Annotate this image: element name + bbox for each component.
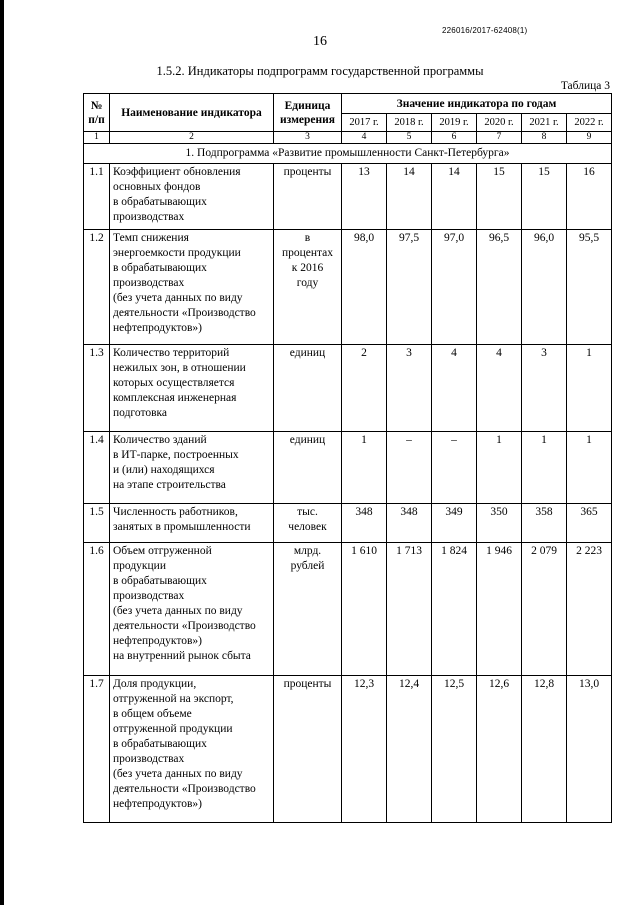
- header-year: 2021 г.: [522, 114, 567, 132]
- row-unit: проценты: [283, 678, 332, 690]
- row-value: 2 223: [576, 545, 602, 557]
- row-value: 15: [538, 166, 550, 178]
- row-name: Объем отгруженной продукции в обрабатывающих производствах (без учета данных по виду деятельности «Производство нефтепродуктов») на внутренний рынок сбыта: [113, 545, 256, 662]
- column-number: 4: [342, 132, 387, 144]
- row-num: 1.6: [84, 543, 110, 676]
- row-num: 1.7: [84, 676, 110, 823]
- row-value: 97,0: [443, 232, 465, 244]
- row-value: 12,8: [533, 678, 555, 690]
- row-value: 3: [541, 347, 547, 359]
- row-value: 14: [403, 166, 415, 178]
- indicators-table: [83, 93, 612, 823]
- row-unit: тыс. человек: [288, 506, 327, 533]
- header-year: 2022 г.: [567, 114, 612, 132]
- table-row: [84, 676, 612, 823]
- table-row: [84, 504, 612, 543]
- row-value: 1: [541, 434, 547, 446]
- row-unit: единиц: [289, 347, 326, 359]
- table-row: [84, 164, 612, 230]
- column-number: 1: [84, 132, 110, 144]
- row-value: 1 824: [441, 545, 467, 557]
- row-name: Темп снижения энергоемкости продукции в обрабатывающих производствах (без учета данных по виду деятельности «Производство нефтепродуктов»): [113, 232, 256, 334]
- row-num: 1.4: [84, 432, 110, 504]
- table-row: [84, 230, 612, 345]
- row-unit: единиц: [289, 434, 326, 446]
- column-number: 8: [522, 132, 567, 144]
- header-num: № п/п: [84, 94, 110, 132]
- row-value: 1: [586, 434, 592, 446]
- section-heading: 1.5.2. Индикаторы подпрограмм государственной программы: [156, 64, 484, 78]
- column-number: 6: [432, 132, 477, 144]
- column-number: 3: [274, 132, 342, 144]
- row-unit: млрд. рублей: [290, 545, 325, 572]
- row-value: 4: [451, 347, 457, 359]
- row-value: 349: [445, 506, 463, 518]
- row-num: 1.1: [84, 164, 110, 230]
- row-value: 14: [448, 166, 460, 178]
- row-value: 365: [580, 506, 598, 518]
- row-name: Доля продукции, отгруженной на экспорт, в общем объеме отгруженной продукции в обрабатывающих производствах (без учета данных по виду деятельности «Производство нефтепродуктов»): [113, 678, 256, 810]
- row-value: 348: [355, 506, 373, 518]
- header-year: 2017 г.: [342, 114, 387, 132]
- row-unit: проценты: [283, 166, 332, 178]
- column-number: 2: [110, 132, 274, 144]
- column-number: 7: [477, 132, 522, 144]
- row-value: 1: [586, 347, 592, 359]
- table-row: [84, 543, 612, 676]
- row-value: 12,5: [443, 678, 465, 690]
- row-value: 13,0: [578, 678, 600, 690]
- scan-edge: [0, 0, 4, 905]
- table-row: [84, 432, 612, 504]
- section-row: 1. Подпрограмма «Развитие промышленности Санкт-Петербурга»: [84, 144, 612, 164]
- row-name: Количество территорий нежилых зон, в отношении которых осуществляется комплексная инженерная подготовка: [113, 347, 246, 419]
- row-value: 1 946: [486, 545, 512, 557]
- row-value: 96,5: [488, 232, 510, 244]
- row-value: 13: [358, 166, 370, 178]
- row-unit: в процентах к 2016 году: [281, 232, 334, 289]
- row-name: Количество зданий в ИТ-парке, построенных и (или) находящихся на этапе строительства: [113, 434, 239, 491]
- row-value: 2 079: [531, 545, 557, 557]
- header-name: Наименование индикатора: [110, 94, 274, 132]
- row-value: 16: [583, 166, 595, 178]
- row-value: 1 713: [396, 545, 422, 557]
- page-number: 16: [313, 34, 327, 49]
- document-id: 226016/2017-62408(1): [442, 26, 528, 35]
- row-name: Коэффициент обновления основных фондов в обрабатывающих производствах: [113, 166, 241, 223]
- row-value: 350: [490, 506, 508, 518]
- row-value: 97,5: [398, 232, 420, 244]
- table-label: Таблица 3: [560, 80, 610, 92]
- row-value: 358: [535, 506, 553, 518]
- row-name: Численность работников, занятых в промышленности: [113, 506, 251, 533]
- row-value: 1 610: [351, 545, 377, 557]
- row-value: –: [406, 434, 412, 446]
- header-year: 2019 г.: [432, 114, 477, 132]
- row-value: 98,0: [353, 232, 375, 244]
- row-num: 1.3: [84, 345, 110, 432]
- row-value: 15: [493, 166, 505, 178]
- row-value: 12,3: [353, 678, 375, 690]
- column-number: 5: [387, 132, 432, 144]
- row-value: 95,5: [578, 232, 600, 244]
- row-value: 12,4: [398, 678, 420, 690]
- header-values-group: Значение индикатора по годам: [342, 94, 612, 114]
- row-value: 3: [406, 347, 412, 359]
- row-value: 348: [400, 506, 418, 518]
- row-value: 2: [361, 347, 367, 359]
- header-year: 2020 г.: [477, 114, 522, 132]
- header-unit: Единица измерения: [274, 94, 342, 132]
- row-value: 96,0: [533, 232, 555, 244]
- row-value: 4: [496, 347, 502, 359]
- header-year: 2018 г.: [387, 114, 432, 132]
- row-num: 1.5: [84, 504, 110, 543]
- row-value: 12,6: [488, 678, 510, 690]
- row-value: 1: [496, 434, 502, 446]
- row-num: 1.2: [84, 230, 110, 345]
- row-value: 1: [361, 434, 367, 446]
- row-value: –: [451, 434, 457, 446]
- column-number: 9: [567, 132, 612, 144]
- table-row: [84, 345, 612, 432]
